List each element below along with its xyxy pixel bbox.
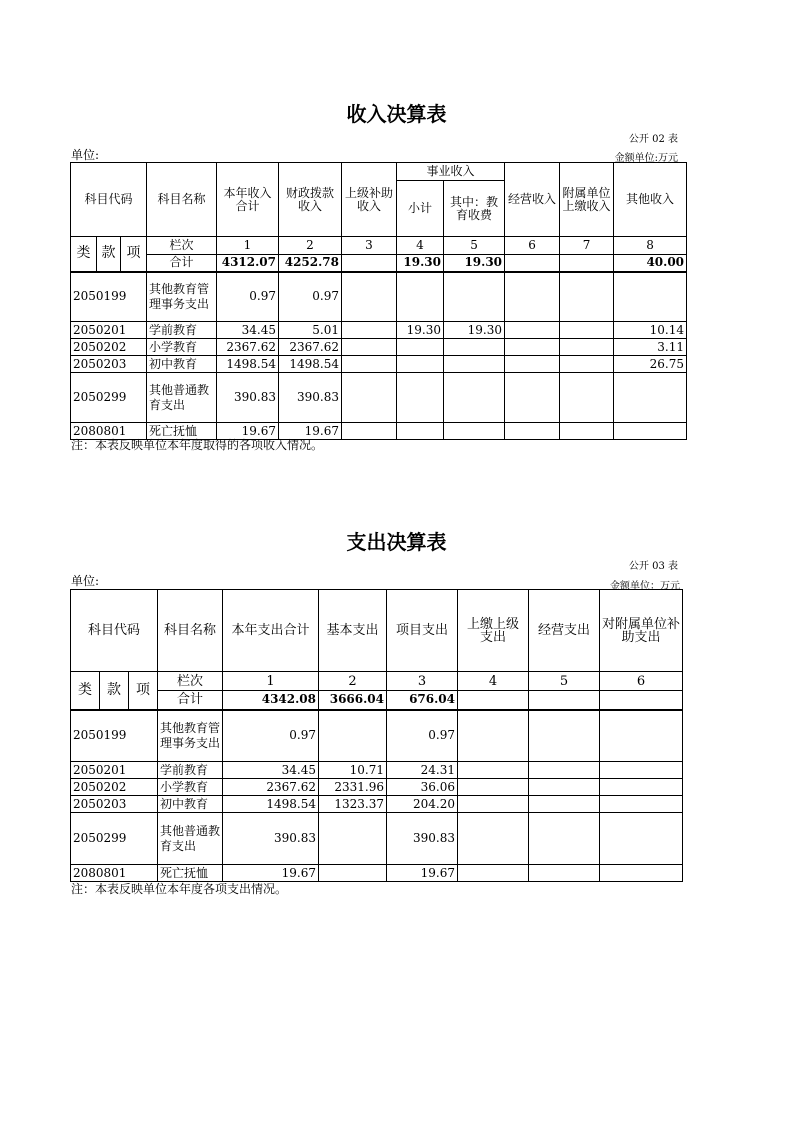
income-row-value (614, 272, 687, 322)
expense-row-value (319, 865, 387, 882)
income-row-value: 5.01 (279, 322, 342, 339)
expense-row-value: 10.71 (319, 762, 387, 779)
income-row-value (614, 373, 687, 423)
income-row-value: 1498.54 (217, 356, 279, 373)
expense-form-no: 公开 03 表 (628, 561, 678, 572)
expense-total-cell: 676.04 (387, 691, 458, 710)
expense-header-xiang: 项 (129, 672, 158, 710)
expense-row-value (319, 813, 387, 865)
expense-row-value: 390.83 (387, 813, 458, 865)
expense-total-cell (529, 691, 600, 710)
income-total-cell: 19.30 (397, 255, 444, 272)
expense-row-value: 1323.37 (319, 796, 387, 813)
expense-row-value: 19.67 (223, 865, 319, 882)
income-row-value (397, 356, 444, 373)
expense-header-row (71, 590, 683, 672)
income-row-value: 390.83 (217, 373, 279, 423)
expense-unit-label: 单位: (71, 574, 100, 588)
income-row-value (342, 373, 397, 423)
expense-total-cell: 4342.08 (223, 691, 319, 710)
income-row-value (505, 423, 560, 440)
income-row-value: 19.30 (397, 322, 444, 339)
income-header-operating: 经营收入 (505, 163, 560, 237)
income-col-num: 8 (614, 237, 687, 255)
income-unit-label: 单位: (71, 148, 100, 162)
income-header-xiang: 项 (121, 237, 147, 272)
income-header-total: 本年收入合计 (217, 163, 279, 237)
expense-row-value (529, 779, 600, 796)
income-row-value (505, 373, 560, 423)
income-row-value (560, 356, 614, 373)
income-table-row (71, 373, 687, 423)
expense-table-row (71, 710, 683, 762)
income-row-name: 小学教育 (147, 339, 217, 356)
income-total-cell (505, 255, 560, 272)
income-table (70, 162, 687, 440)
income-row-value (342, 322, 397, 339)
expense-row-value (458, 813, 529, 865)
expense-col-num: 4 (458, 672, 529, 691)
expense-col-num: 2 (319, 672, 387, 691)
expense-row-code: 2050199 (71, 710, 158, 762)
expense-row-value: 0.97 (387, 710, 458, 762)
income-row-code: 2050203 (71, 356, 147, 373)
income-header-business: 事业收入 (397, 163, 505, 181)
income-row-value (560, 339, 614, 356)
income-row-value (614, 423, 687, 440)
income-form-no: 公开 02 表 (628, 134, 678, 145)
expense-heji-label: 合计 (158, 691, 223, 710)
expense-row-value: 1498.54 (223, 796, 319, 813)
income-col-num: 6 (505, 237, 560, 255)
income-row-value (342, 339, 397, 356)
income-row-value (560, 423, 614, 440)
expense-row-value: 2367.62 (223, 779, 319, 796)
expense-table-row (71, 813, 683, 865)
income-header-code: 科目代码 (71, 163, 147, 237)
income-header-superior: 上级补助收入 (342, 163, 397, 237)
income-row-name: 其他教育管理事务支出 (147, 272, 217, 322)
income-header-row-1 (71, 163, 687, 181)
income-table-row (71, 322, 687, 339)
expense-row-value (458, 762, 529, 779)
income-row-name: 死亡抚恤 (147, 423, 217, 440)
income-table-row (71, 339, 687, 356)
expense-row-value: 34.45 (223, 762, 319, 779)
expense-row-code: 2080801 (71, 865, 158, 882)
income-col-num: 5 (444, 237, 505, 255)
income-row-value (505, 272, 560, 322)
income-row-value (342, 423, 397, 440)
expense-row-value: 2331.96 (319, 779, 387, 796)
income-row-value: 0.97 (217, 272, 279, 322)
expense-table-row (71, 865, 683, 882)
expense-header-basic: 基本支出 (319, 590, 387, 672)
expense-header-name: 科目名称 (158, 590, 223, 672)
income-table-row (71, 272, 687, 322)
income-col-num: 2 (279, 237, 342, 255)
income-row-value: 1498.54 (279, 356, 342, 373)
income-row-value (505, 356, 560, 373)
income-amount-unit: 金额单位:万元 (614, 153, 678, 164)
expense-row-value: 0.97 (223, 710, 319, 762)
expense-row-value: 19.67 (387, 865, 458, 882)
expense-header-project: 项目支出 (387, 590, 458, 672)
expense-table-row (71, 779, 683, 796)
income-heji-label: 合计 (147, 255, 217, 272)
income-row-value (560, 272, 614, 322)
income-title: 收入决算表 (346, 102, 447, 126)
income-row-value: 19.67 (217, 423, 279, 440)
expense-header-lei: 类 (71, 672, 100, 710)
expense-row-value (529, 796, 600, 813)
income-total-cell: 4312.07 (217, 255, 279, 272)
expense-row-value (529, 710, 600, 762)
income-row-value (444, 356, 505, 373)
income-row-value: 10.14 (614, 322, 687, 339)
income-header-lei: 类 (71, 237, 97, 272)
income-row-value (444, 339, 505, 356)
expense-total-cell (458, 691, 529, 710)
income-lanci-row (71, 237, 687, 255)
income-row-name: 学前教育 (147, 322, 217, 339)
expense-row-code: 2050299 (71, 813, 158, 865)
expense-amount-unit: 金额单位：万元 (610, 581, 680, 592)
income-row-code: 2080801 (71, 423, 147, 440)
income-header-fiscal: 财政拨款收入 (279, 163, 342, 237)
expense-row-code: 2050202 (71, 779, 158, 796)
income-total-cell: 40.00 (614, 255, 687, 272)
income-row-value (397, 272, 444, 322)
income-row-value (444, 373, 505, 423)
income-row-value (505, 339, 560, 356)
income-row-value (342, 356, 397, 373)
expense-row-name: 学前教育 (158, 762, 223, 779)
expense-row-value (319, 710, 387, 762)
expense-row-value (600, 762, 683, 779)
expense-row-value (529, 813, 600, 865)
expense-table-row (71, 796, 683, 813)
income-note: 注：本表反映单位本年度取得的各项收入情况。 (71, 438, 324, 452)
expense-col-num: 5 (529, 672, 600, 691)
expense-row-name: 死亡抚恤 (158, 865, 223, 882)
expense-table (70, 589, 683, 882)
expense-total-cell: 3666.04 (319, 691, 387, 710)
income-col-num: 3 (342, 237, 397, 255)
expense-row-value (458, 865, 529, 882)
expense-total-cell (600, 691, 683, 710)
expense-row-value (458, 779, 529, 796)
expense-row-code: 2050201 (71, 762, 158, 779)
expense-lanci-label: 栏次 (158, 672, 223, 691)
income-col-num: 7 (560, 237, 614, 255)
expense-row-name: 其他教育管理事务支出 (158, 710, 223, 762)
income-header-subtotal: 小计 (397, 181, 444, 237)
income-row-value (397, 373, 444, 423)
expense-row-value: 390.83 (223, 813, 319, 865)
income-header-affiliated: 附属单位上缴收入 (560, 163, 614, 237)
income-total-cell: 19.30 (444, 255, 505, 272)
expense-row-name: 其他普通教育支出 (158, 813, 223, 865)
income-row-value (444, 423, 505, 440)
expense-header-upper: 上缴上级支出 (458, 590, 529, 672)
income-row-value: 2367.62 (279, 339, 342, 356)
expense-row-value (600, 710, 683, 762)
income-row-value (560, 373, 614, 423)
income-total-cell (342, 255, 397, 272)
income-row-value: 19.30 (444, 322, 505, 339)
income-header-tuition: 其中：教育收费 (444, 181, 505, 237)
expense-title: 支出决算表 (346, 530, 447, 554)
expense-row-value: 204.20 (387, 796, 458, 813)
expense-header-total: 本年支出合计 (223, 590, 319, 672)
income-total-row (71, 255, 687, 272)
expense-row-value (600, 813, 683, 865)
income-col-num: 1 (217, 237, 279, 255)
expense-row-value (600, 796, 683, 813)
expense-note: 注：本表反映单位本年度各项支出情况。 (71, 882, 288, 896)
income-row-value (342, 272, 397, 322)
expense-row-value (458, 710, 529, 762)
income-row-value (397, 423, 444, 440)
expense-row-value (458, 796, 529, 813)
income-row-value (560, 322, 614, 339)
income-header-other: 其他收入 (614, 163, 687, 237)
expense-row-name: 小学教育 (158, 779, 223, 796)
expense-lanci-row (71, 672, 683, 691)
income-row-value (444, 272, 505, 322)
income-total-cell: 4252.78 (279, 255, 342, 272)
income-row-name: 其他普通教育支出 (147, 373, 217, 423)
income-col-num: 4 (397, 237, 444, 255)
income-row-value: 34.45 (217, 322, 279, 339)
expense-header-operating: 经营支出 (529, 590, 600, 672)
income-row-value: 3.11 (614, 339, 687, 356)
income-header-kuan: 款 (97, 237, 121, 272)
income-row-value: 26.75 (614, 356, 687, 373)
expense-row-value (600, 779, 683, 796)
expense-col-num: 6 (600, 672, 683, 691)
income-row-value (505, 322, 560, 339)
expense-header-kuan: 款 (100, 672, 129, 710)
expense-row-value: 24.31 (387, 762, 458, 779)
income-row-value (397, 339, 444, 356)
income-table-row (71, 356, 687, 373)
income-row-code: 2050202 (71, 339, 147, 356)
expense-row-value (600, 865, 683, 882)
expense-row-value: 36.06 (387, 779, 458, 796)
income-row-value: 0.97 (279, 272, 342, 322)
expense-row-name: 初中教育 (158, 796, 223, 813)
expense-row-code: 2050203 (71, 796, 158, 813)
expense-table-row (71, 762, 683, 779)
expense-total-row (71, 691, 683, 710)
income-total-cell (560, 255, 614, 272)
expense-row-value (529, 762, 600, 779)
income-row-value: 2367.62 (217, 339, 279, 356)
expense-col-num: 1 (223, 672, 319, 691)
expense-row-value (529, 865, 600, 882)
expense-header-code: 科目代码 (71, 590, 158, 672)
income-row-code: 2050201 (71, 322, 147, 339)
income-row-value: 390.83 (279, 373, 342, 423)
income-body (71, 272, 687, 440)
expense-body (71, 710, 683, 882)
income-lanci-label: 栏次 (147, 237, 217, 255)
income-row-name: 初中教育 (147, 356, 217, 373)
income-row-value: 19.67 (279, 423, 342, 440)
income-row-code: 2050299 (71, 373, 147, 423)
expense-header-subsidy: 对附属单位补助支出 (600, 590, 683, 672)
income-row-code: 2050199 (71, 272, 147, 322)
income-header-name: 科目名称 (147, 163, 217, 237)
expense-col-num: 3 (387, 672, 458, 691)
